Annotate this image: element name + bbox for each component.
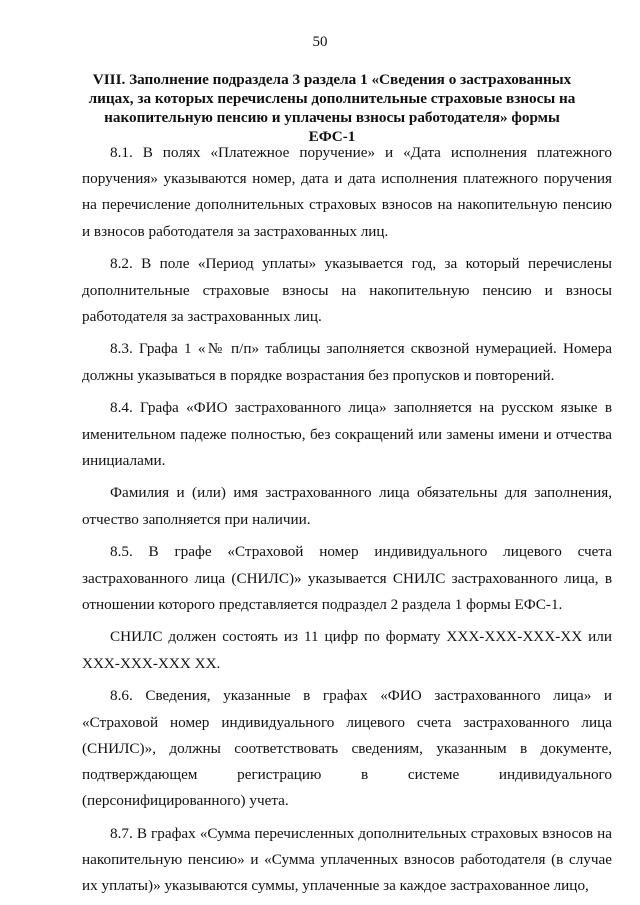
body-text [82, 140, 612, 901]
paragraph-8-4: 8.4. Графа «ФИО застрахованного лица» заполняется на русском языке в именительном падеже полностью, без сокращений или замены имени и отчества инициалами. [82, 399, 612, 469]
section-heading: VIII. Заполнение подраздела 3 раздела 1 «Сведения о застрахованных лицах, за которых перечислены дополнительные страховые взносы на накопительную пенсию и уплачены взносы работодателя» формы ЕФС-1 [88, 71, 576, 145]
paragraph-8-7: 8.7. В графах «Сумма перечисленных дополнительных страховых взносов на накопительную пенсию» и «Сумма уплаченных взносов работодателя (в случае их уплаты)» указываются суммы, уплаченные за каждое застрахованное лицо, [82, 824, 612, 895]
paragraph-8-1: 8.1. В полях «Платежное поручение» и «Дата исполнения платежного поручения» указываются номер, дата и дата исполнения платежного поручения на перечисление дополнительных страховых взносов на накопительную пенсию и взносов работодателя за застрахованных лиц. [82, 144, 612, 240]
paragraph-8-5-note: СНИЛС должен состоять из 11 цифр по формату XXX-XXX-XXX-XX или XXX-XXX-XXX XX. [82, 628, 612, 672]
page-number: 50 [312, 34, 328, 50]
paragraph-8-5: 8.5. В графе «Страховой номер индивидуального лицевого счета застрахованного лица (СНИЛС)» указывается СНИЛС застрахованного лица, в отношении которого представляется подраздел 2 раздела 1 формы ЕФС-1. [82, 543, 612, 613]
paragraph-8-3: 8.3. Графа 1 «№ п/п» таблицы заполняется сквозной нумерацией. Номера должны указываться в порядке возрастания без пропусков и повторений. [82, 340, 612, 384]
paragraph-8-2: 8.2. В поле «Период уплаты» указывается год, за который перечислены дополнительные страховые взносы на накопительную пенсию и взносы работодателя за застрахованных лиц. [82, 255, 612, 325]
paragraph-8-6: 8.6. Сведения, указанные в графах «ФИО застрахованного лица» и «Страховой номер индивидуального лицевого счета застрахованного лица (СНИЛС)», должны соответствовать сведениям, указанным в документе, подтверждающем регистрацию в системе индивидуального (персонифицированного) учета. [82, 687, 612, 810]
paragraph-8-4-note: Фамилия и (или) имя застрахованного лица обязательны для заполнения, отчество заполняется при наличии. [82, 484, 612, 528]
